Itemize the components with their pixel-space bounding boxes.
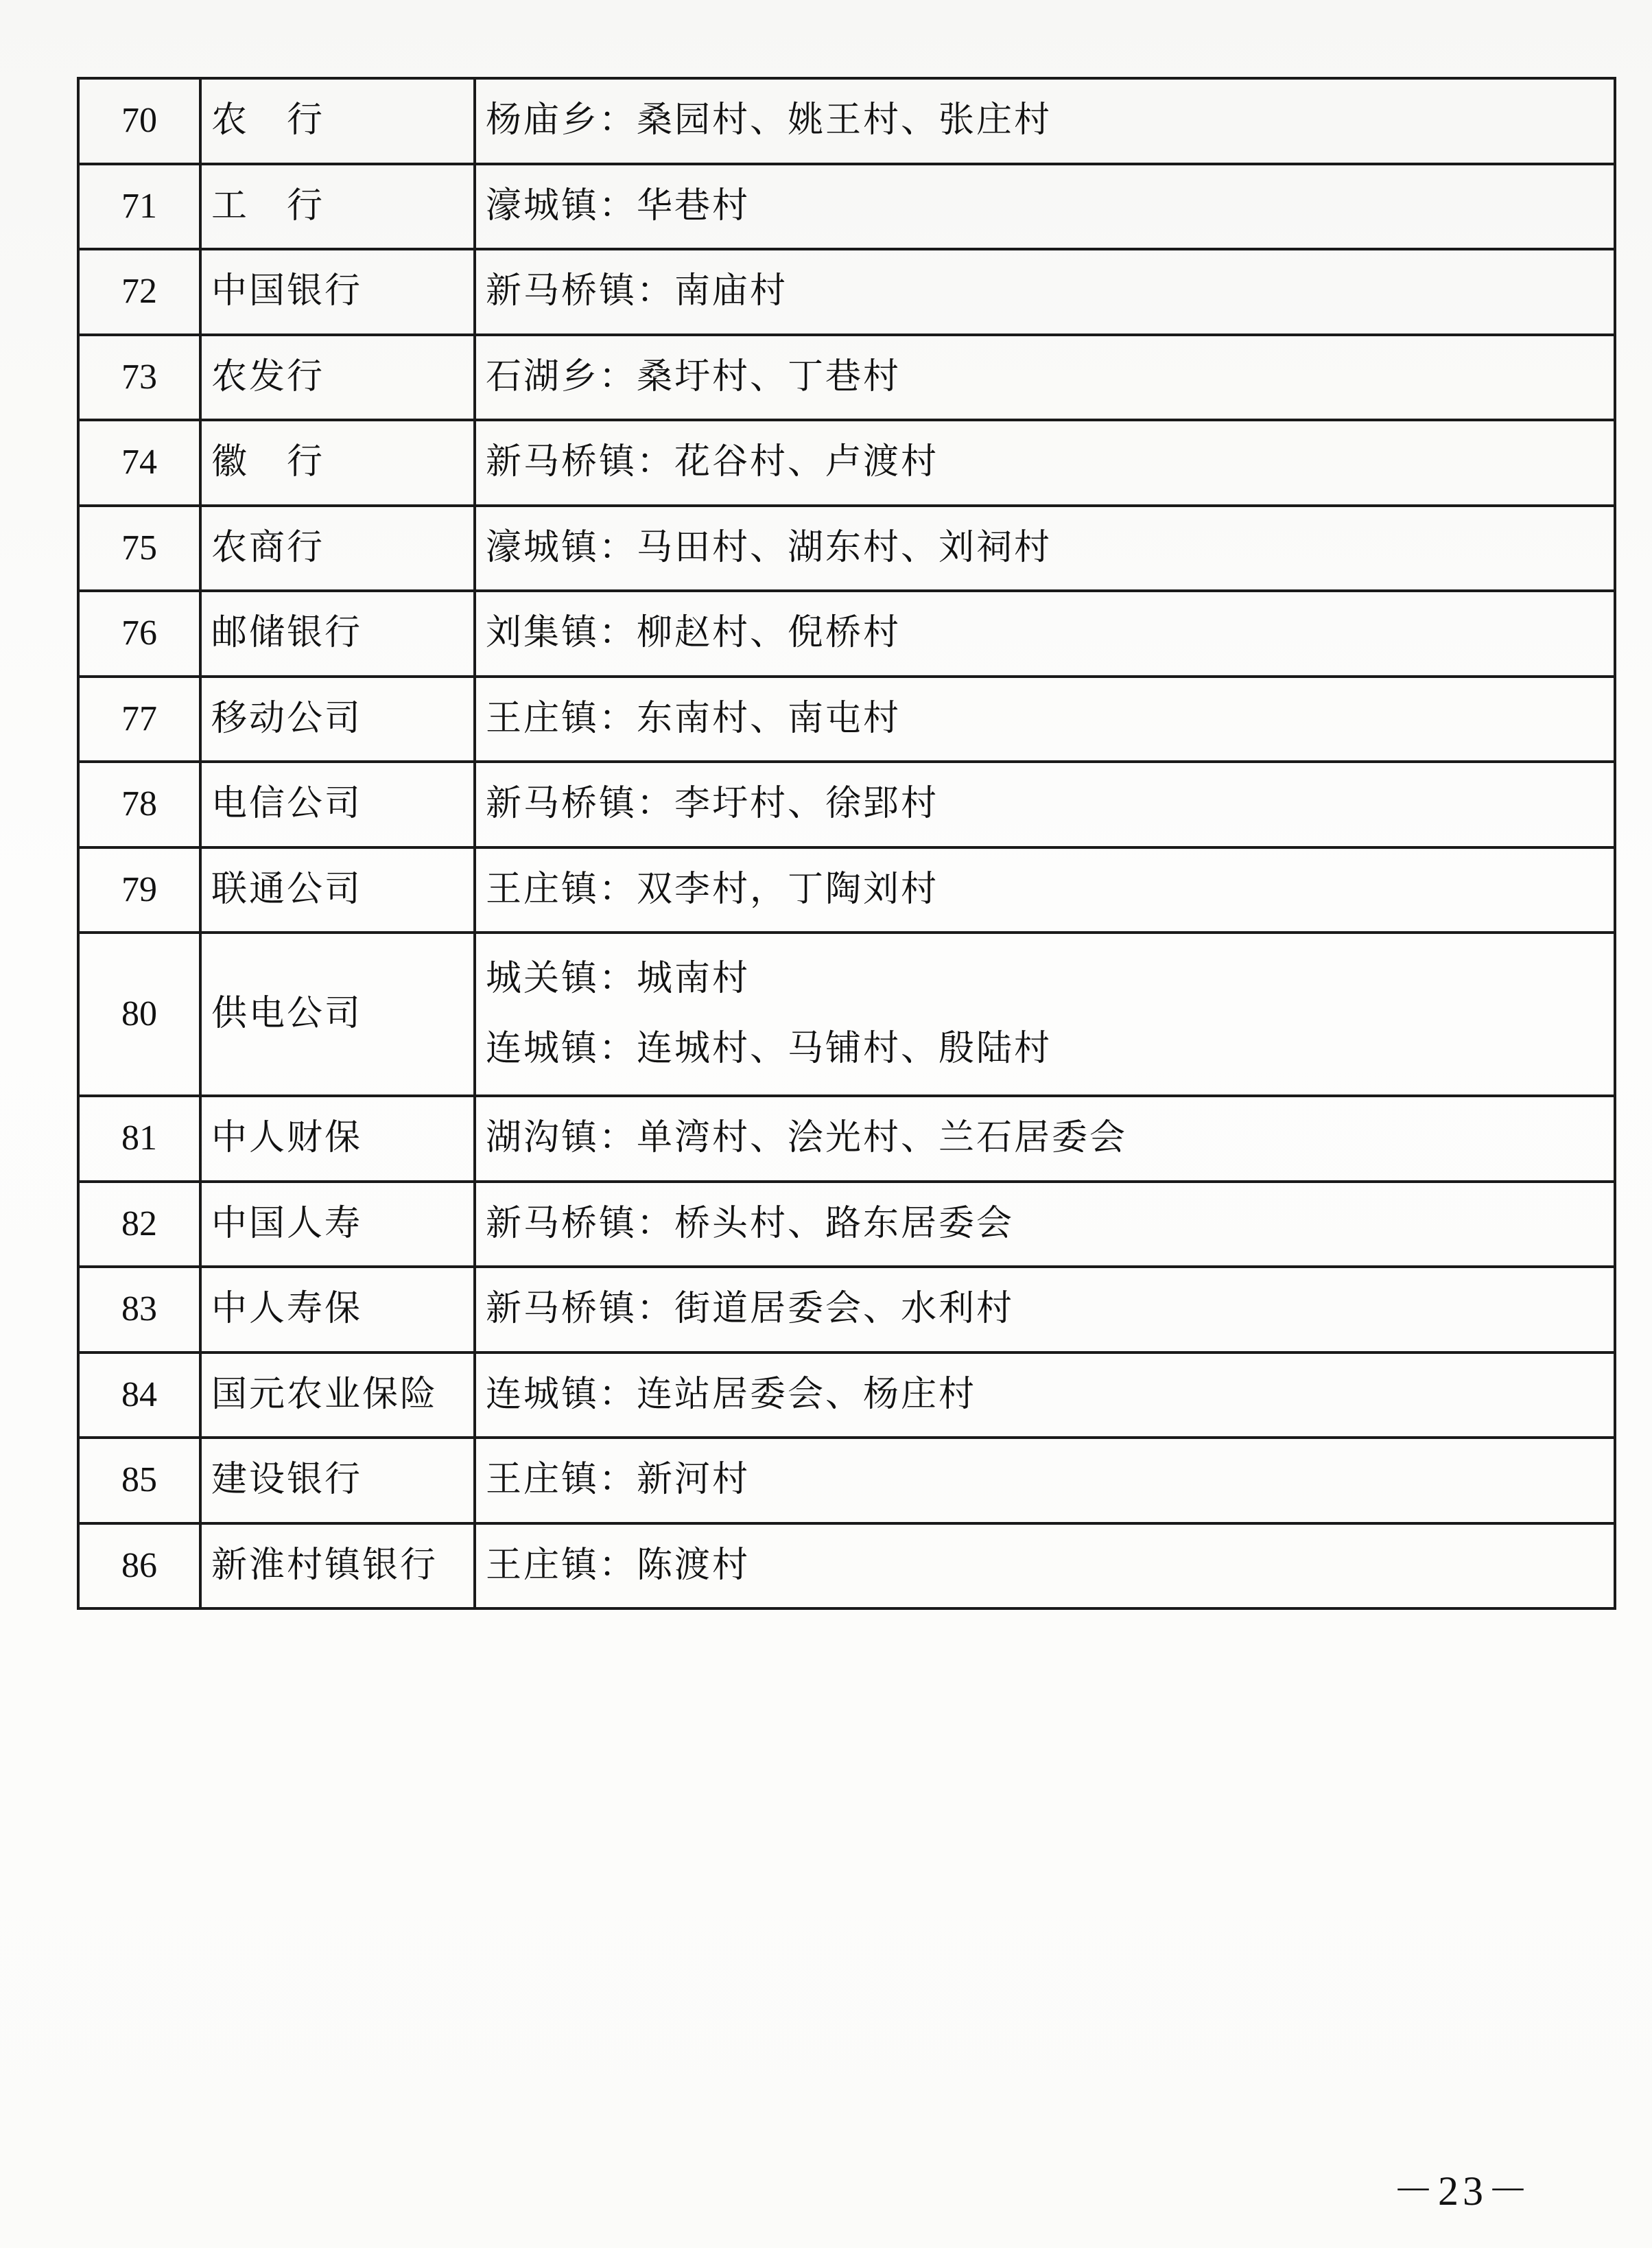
assigned-villages <box>475 1438 1615 1523</box>
table-row <box>78 249 1615 335</box>
table-row <box>78 506 1615 592</box>
village-line: 濠城镇：华巷村 <box>486 185 751 226</box>
table-row <box>78 164 1615 250</box>
row-number: 83 <box>78 1267 200 1353</box>
organization-name: 中国银行 <box>200 249 475 335</box>
village-line: 湖沟镇：单湾村、浍光村、兰石居委会 <box>486 1117 1128 1159</box>
organization-name: 移动公司 <box>200 677 475 762</box>
table-row <box>78 1523 1615 1609</box>
assigned-villages <box>475 1267 1615 1353</box>
assigned-villages <box>475 677 1615 762</box>
village-line: 刘集镇：柳赵村、倪桥村 <box>486 612 901 654</box>
assigned-villages <box>475 420 1615 506</box>
assigned-villages <box>475 847 1615 933</box>
row-number: 75 <box>78 506 200 592</box>
row-number: 74 <box>78 420 200 506</box>
village-line: 新马桥镇：街道居委会、水利村 <box>486 1288 1015 1330</box>
village-line: 王庄镇：新河村 <box>486 1459 751 1501</box>
organization-name: 建设银行 <box>200 1438 475 1523</box>
table-row <box>78 420 1615 506</box>
row-number: 81 <box>78 1096 200 1182</box>
assigned-villages <box>475 335 1615 421</box>
organization-name: 中国人寿 <box>200 1182 475 1267</box>
village-line: 王庄镇：陈渡村 <box>486 1544 751 1586</box>
table-row <box>78 1182 1615 1267</box>
row-number: 86 <box>78 1523 200 1609</box>
assigned-villages <box>475 1096 1615 1182</box>
table-row <box>78 78 1615 164</box>
table-row <box>78 677 1615 762</box>
assigned-villages <box>475 1523 1615 1609</box>
organization-name: 联通公司 <box>200 847 475 933</box>
organization-name: 农 行 <box>200 78 475 164</box>
table-row <box>78 762 1615 847</box>
row-number: 77 <box>78 677 200 762</box>
organization-name: 工 行 <box>200 164 475 250</box>
assigned-villages <box>475 78 1615 164</box>
organization-name: 供电公司 <box>200 933 475 1096</box>
organization-name: 邮储银行 <box>200 591 475 677</box>
page-number: －23－ <box>1393 2168 1533 2214</box>
organization-name: 电信公司 <box>200 762 475 847</box>
village-line: 城关镇：城南村 <box>486 958 751 1000</box>
organization-name: 农发行 <box>200 335 475 421</box>
organization-name: 中人财保 <box>200 1096 475 1182</box>
row-number: 71 <box>78 164 200 250</box>
assignment-table <box>77 77 1616 1610</box>
assigned-villages <box>475 1182 1615 1267</box>
assigned-villages <box>475 506 1615 592</box>
row-number: 85 <box>78 1438 200 1523</box>
table-row <box>78 591 1615 677</box>
row-number: 84 <box>78 1353 200 1438</box>
assigned-villages <box>475 762 1615 847</box>
village-line: 杨庙乡：桑园村、姚王村、张庄村 <box>486 99 1052 141</box>
table-row <box>78 1438 1615 1523</box>
village-line: 濠城镇：马田村、湖东村、刘祠村 <box>486 526 1052 568</box>
organization-name: 国元农业保险 <box>200 1353 475 1438</box>
row-number: 73 <box>78 335 200 421</box>
row-number: 70 <box>78 78 200 164</box>
row-number: 76 <box>78 591 200 677</box>
village-line: 石湖乡：桑圩村、丁巷村 <box>486 355 901 397</box>
table-row <box>78 1096 1615 1182</box>
organization-name: 新淮村镇银行 <box>200 1523 475 1609</box>
assigned-villages <box>475 1353 1615 1438</box>
table-row <box>78 1353 1615 1438</box>
assigned-villages <box>475 591 1615 677</box>
organization-name: 徽 行 <box>200 420 475 506</box>
village-line: 连城镇：连站居委会、杨庄村 <box>486 1373 977 1415</box>
village-line: 王庄镇：东南村、南屯村 <box>486 697 901 739</box>
row-number: 80 <box>78 933 200 1096</box>
village-line: 连城镇：连城村、马铺村、殷陆村 <box>486 1028 1052 1069</box>
assigned-villages <box>475 164 1615 250</box>
table-row <box>78 335 1615 421</box>
organization-name: 农商行 <box>200 506 475 592</box>
assigned-villages <box>475 249 1615 335</box>
table-row <box>78 933 1615 1096</box>
row-number: 79 <box>78 847 200 933</box>
village-line: 新马桥镇：桥头村、路东居委会 <box>486 1202 1015 1244</box>
table-row <box>78 847 1615 933</box>
organization-name: 中人寿保 <box>200 1267 475 1353</box>
village-line: 王庄镇：双李村，丁陶刘村 <box>486 868 939 910</box>
village-line: 新马桥镇：南庙村 <box>486 270 788 312</box>
village-line: 新马桥镇：花谷村、卢渡村 <box>486 441 939 483</box>
assigned-villages <box>475 933 1615 1096</box>
village-line: 新马桥镇：李圩村、徐郢村 <box>486 783 939 825</box>
table-row <box>78 1267 1615 1353</box>
row-number: 82 <box>78 1182 200 1267</box>
row-number: 72 <box>78 249 200 335</box>
row-number: 78 <box>78 762 200 847</box>
